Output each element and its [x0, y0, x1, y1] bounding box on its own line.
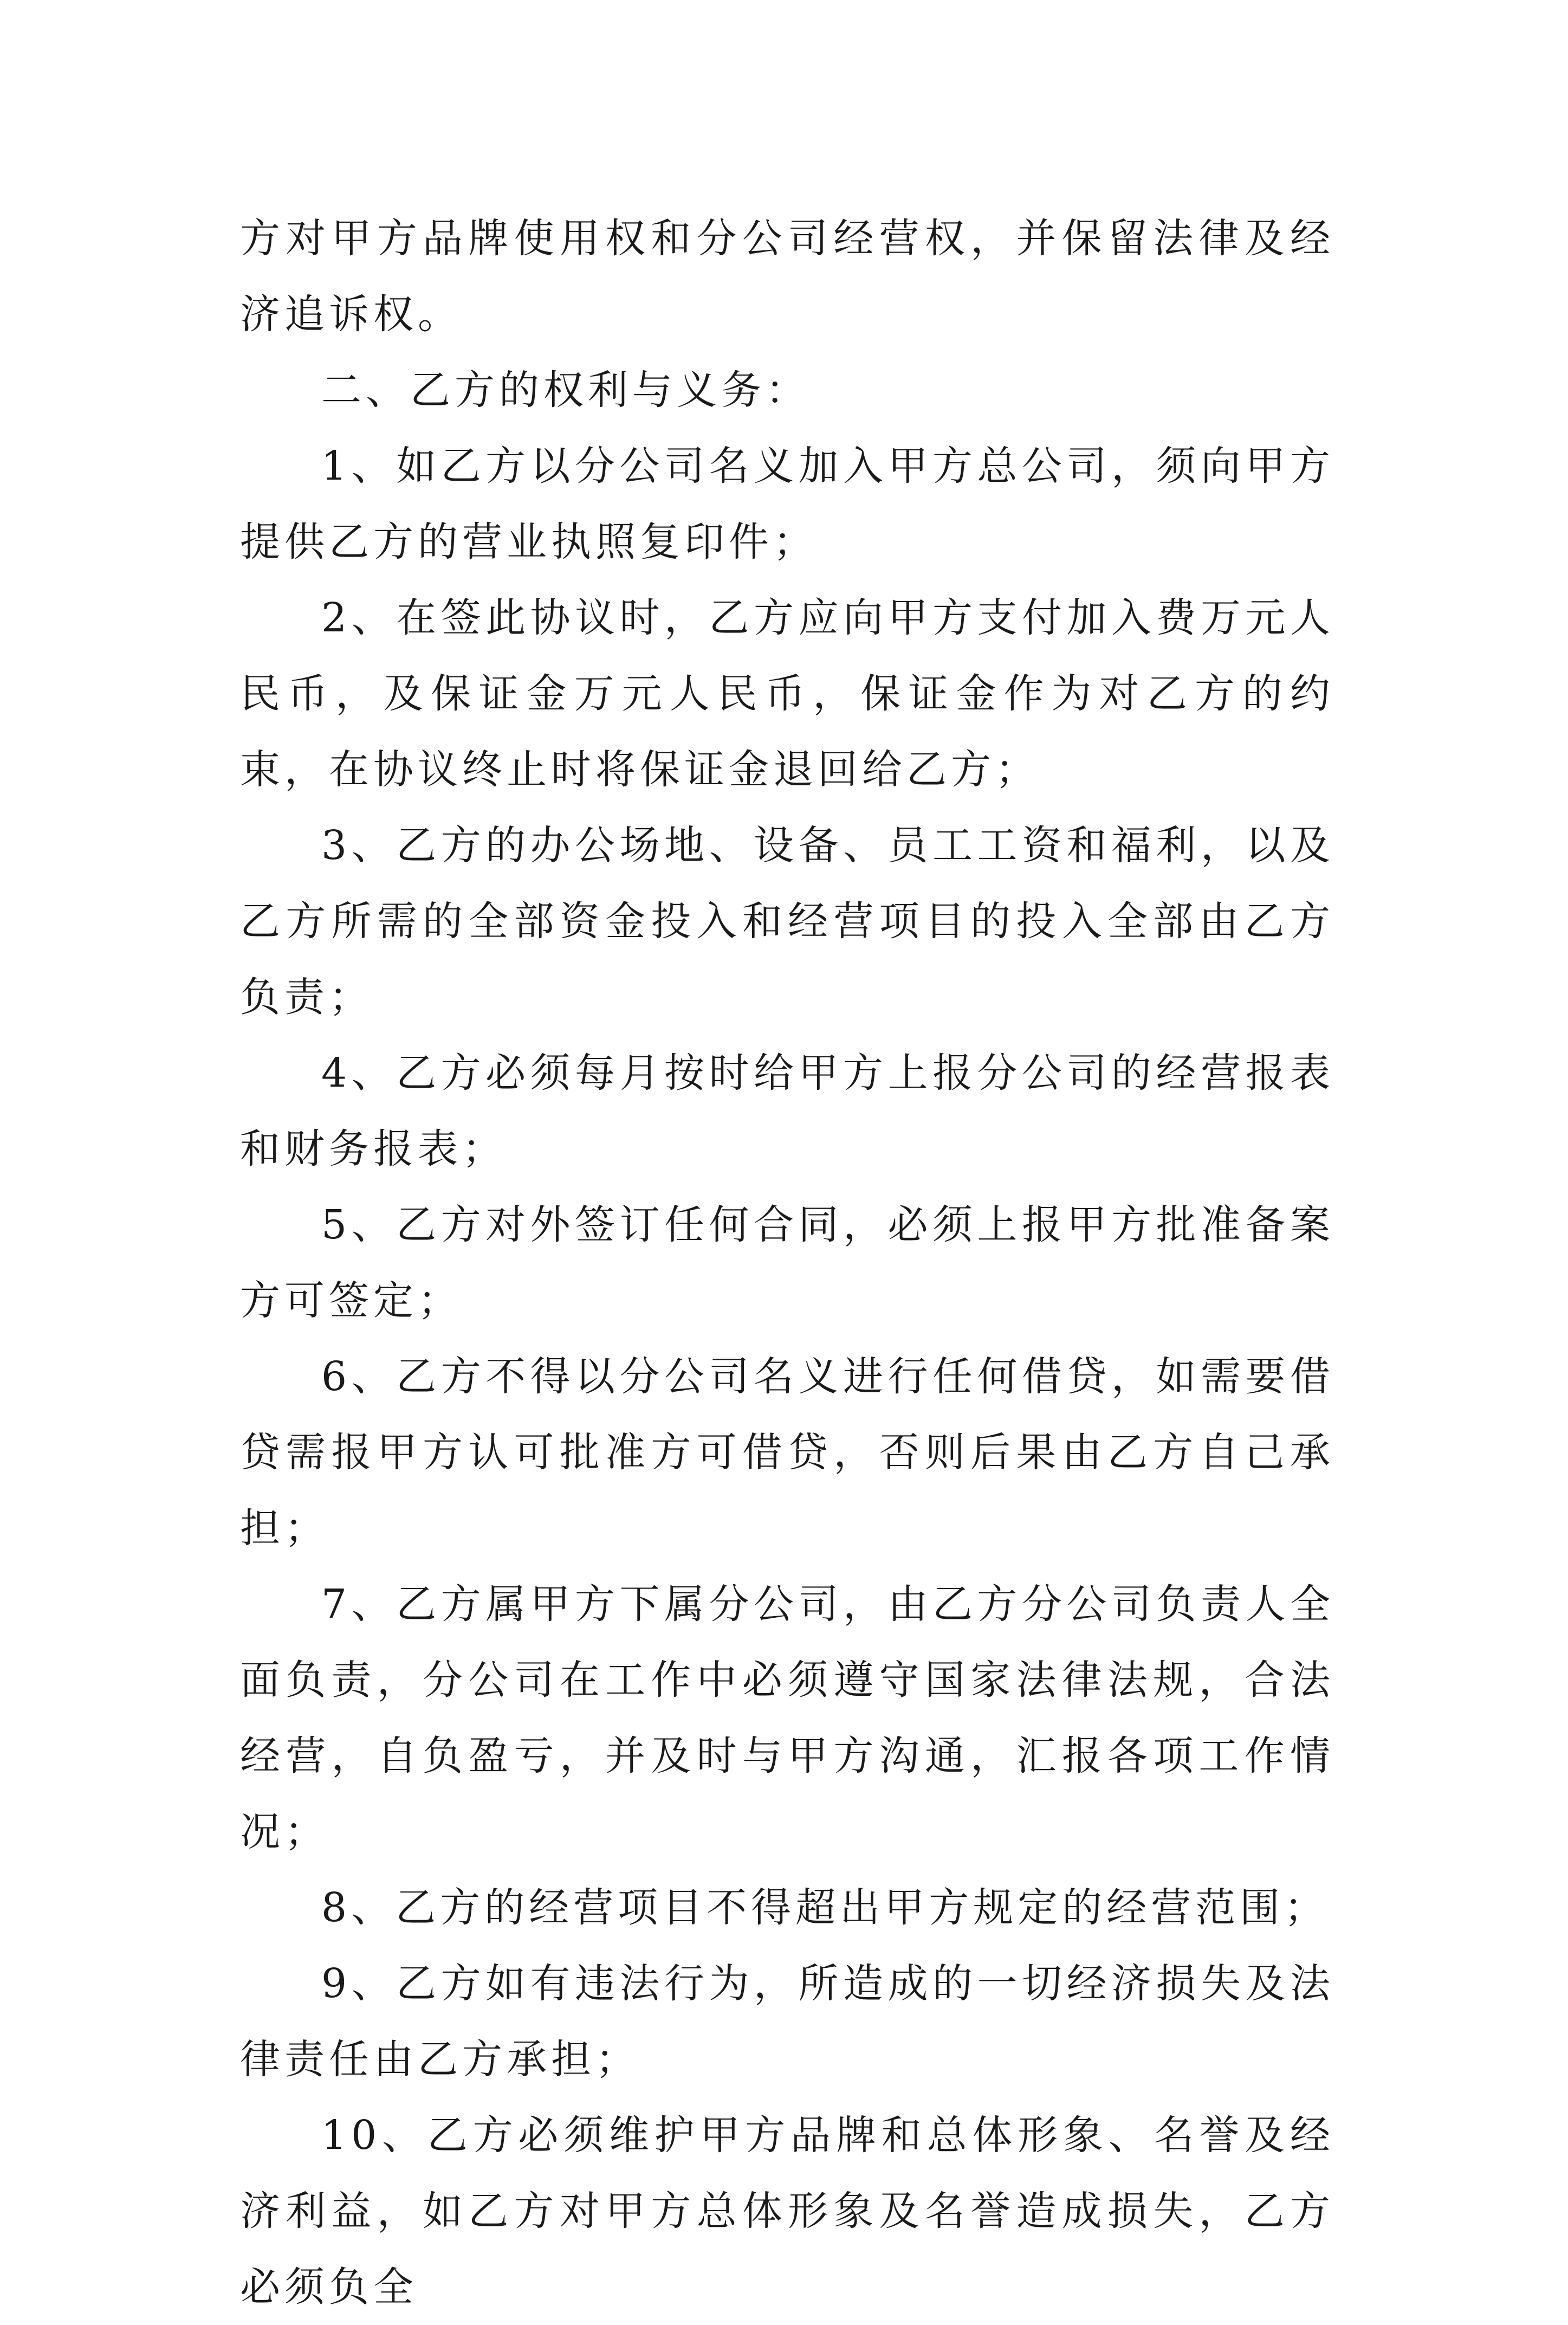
- clause-7: 7、乙方属甲方下属分公司，由乙方分公司负责人全面负责，分公司在工作中必须遵守国家法律法规，合法经营，自负盈亏，并及时与甲方沟通，汇报各项工作情况；: [240, 1581, 1334, 1855]
- clause-9: 9、乙方如有违法行为，所造成的一切经济损失及法律责任由乙方承担；: [240, 1960, 1334, 2083]
- clause-10: 10、乙方必须维护甲方品牌和总体形象、名誉及经济利益，如乙方对甲方总体形象及名誉造成损失，乙方必须负全: [240, 2112, 1334, 2310]
- paragraph-continuation: 方对甲方品牌使用权和分公司经营权，并保留法律及经济追诉权。: [240, 215, 1334, 338]
- clause-2: 2、在签此协议时，乙方应向甲方支付加入费万元人民币，及保证金万元人民币，保证金作为对乙方的约束，在协议终止时将保证金退回给乙方；: [240, 595, 1334, 793]
- clause-5: 5、乙方对外签订任何合同，必须上报甲方批准备案方可签定；: [240, 1202, 1334, 1324]
- clause-8: 8、乙方的经营项目不得超出甲方规定的经营范围；: [321, 1884, 1329, 1931]
- clause-3: 3、乙方的办公场地、设备、员工工资和福利，以及乙方所需的全部资金投入和经营项目的投入全部由乙方负责；: [240, 822, 1334, 1021]
- clause-6: 6、乙方不得以分公司名义进行任何借贷，如需要借贷需报甲方认可批准方可借贷，否则后果由乙方自己承担；: [240, 1353, 1334, 1552]
- section-heading-party-b-rights: 二、乙方的权利与义务：: [321, 367, 810, 414]
- clause-4: 4、乙方必须每月按时给甲方上报分公司的经营报表和财务报表；: [240, 1050, 1334, 1172]
- clause-1: 1、如乙方以分公司名义加入甲方总公司，须向甲方提供乙方的营业执照复印件；: [240, 443, 1334, 565]
- document-body: [240, 201, 1334, 2325]
